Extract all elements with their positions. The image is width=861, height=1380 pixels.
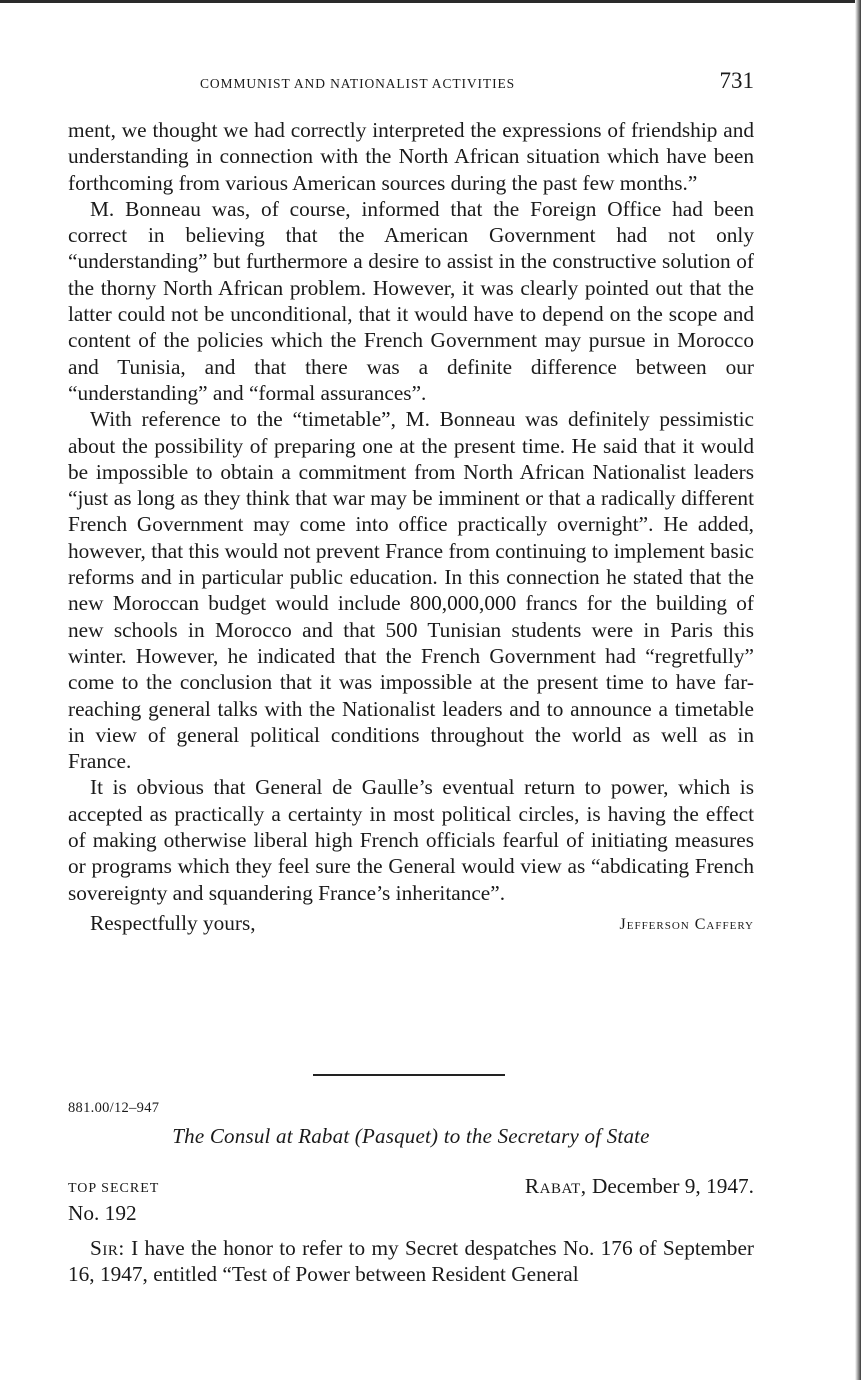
signature: Jefferson Caffery [619, 915, 754, 933]
dateline-place: Rabat, [524, 1174, 587, 1198]
document-heading: The Consul at Rabat (Pasquet) to the Secretary of State [172, 1124, 650, 1148]
despatch-number: No. 192 [68, 1201, 137, 1225]
running-title: COMMUNIST AND NATIONALIST ACTIVITIES [200, 76, 516, 91]
scan-right-edge [855, 0, 861, 1380]
classification-label: TOP SECRET [68, 1181, 160, 1196]
dateline [525, 1174, 754, 1199]
dateline-date: December 9, 1947. [591, 1174, 754, 1198]
letter-body [68, 1235, 754, 1288]
page-number: 731 [719, 68, 754, 93]
salutation: Sir: [90, 1236, 125, 1260]
complimentary-close: Respectfully yours, [90, 910, 256, 935]
running-head [68, 68, 754, 100]
paragraph-timetable: With reference to the “timetable”, M. Bonneau was definitely pessimistic about the possibility of preparing one at the present time. He said that it would be impossible to obtain a commitment from North African Nationalist leaders “just as long as they think that war may be imminent or that a radically different French Government may come into office practically overnight”. He added, however, that this would not prevent France from continuing to implement basic reforms and in particular public education. In this connection he stated that the new Moroccan budget would include 800,000,000 francs for the building of new schools in Morocco and that 500 Tunisian students were in Paris this winter. However, he indicated that the French Government had “regretfully” come to the conclusion that it was impossible at the present time to have far-reaching general talks with the Nationalist leaders and to announce a timetable in view of general political conditions throughout the world as well as in France. [68, 407, 754, 774]
file-number: 881.00/12–947 [68, 1100, 160, 1116]
paragraph-de-gaulle: It is obvious that General de Gaulle’s eventual return to power, which is accepted as practically a certainty in most political circles, is having the effect of making otherwise liberal high French officials fearful of initiating measures or programs which they feel sure the General would view as “abdicating French sovereignty and squandering France’s inheritance”. [68, 775, 754, 905]
section-divider [313, 1074, 505, 1076]
body-text [68, 117, 754, 944]
letter-opening-paragraph [68, 1235, 754, 1288]
letter-opening-text: I have the honor to refer to my Secret despatches No. 176 of September 16, 1947, entitled “Test of Power between Resident General [68, 1236, 754, 1287]
paragraph-continuation: ment, we thought we had correctly interpreted the expressions of friendship and understanding in connection with the North African situation which have been forthcoming from various American sources during the past few months.” [68, 118, 754, 195]
paragraph-bonneau-informed: M. Bonneau was, of course, informed that the Foreign Office had been correct in believing that the American Government had not only “understanding” but furthermore a desire to assist in the constructive solution of the thorny North African problem. However, it was clearly pointed out that the latter could not be unconditional, that it would have to depend on the scope and content of the policies which the French Government may pursue in Morocco and Tunisia, and that there was a definite difference between our “understanding” and “formal assurances”. [68, 196, 754, 405]
scan-top-edge [0, 0, 861, 3]
letter-closing [68, 910, 754, 944]
